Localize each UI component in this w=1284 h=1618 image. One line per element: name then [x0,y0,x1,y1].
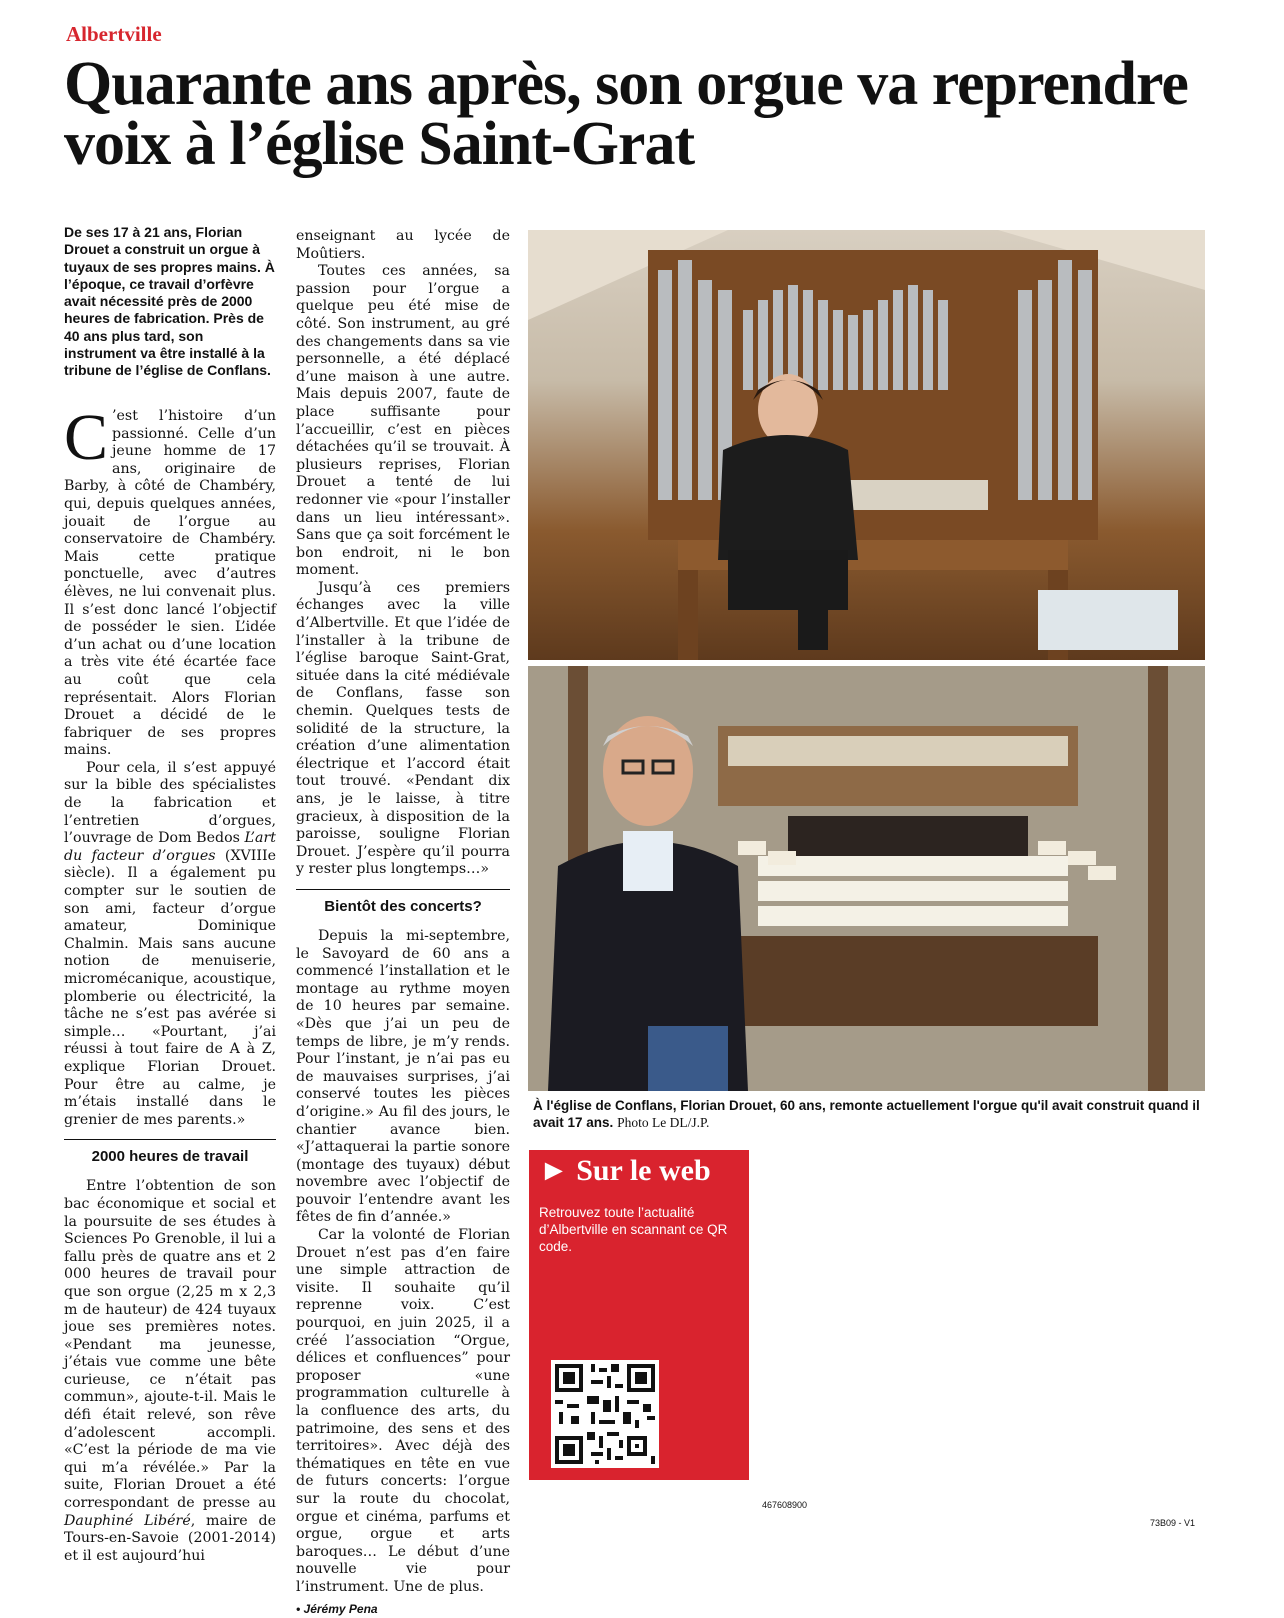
book-title: L’art du facteur d’orgues [64,830,276,864]
article-column-2 [296,228,510,1618]
paragraph: Pour cela, il s’est appuyé sur la bible des spécialistes de la fabrication et l’entretien d’orgues, l’ouvrage de Dom Bedos L’art du facteur d’orgues (XVIIIe siècle). Il a également pu compter sur le soutien de son ami, facteur d’orgue amateur, Dominique Chalmin. Mais sans aucune notion de menuiserie, micromécanique, acoustique, plomberie ou électricité, la tâche ne s’est pas avérée si simple… «Pourtant, j’ai réussi à tout faire de A à Z, explique Florian Drouet. Pour être au calme, je m’étais installé dans le grenier de mes parents.» [64,759,276,1128]
paragraph: Entre l’obtention de son bac économique et social et la poursuite de ses études à Sciences Po Grenoble, il lui a fallu près de quatre ans et 2 000 heures de travail pour que son orgue (2,25 m x 2,3 m de hauteur) de 424 tuyaux joue ses premières notes. «Pendant ma jeunesse, j’étais vue comme une bête curieuse, ce n’était pas commun», ajoute-t-il. Mais le défi était relevé, son rêve d’adolescent accompli. «C’est la période de ma vie qui m’a révélée.» Par la suite, Florian Drouet a été correspondant de presse au Dauphiné Libéré, maire de Tours-en-Savoie (2001-2014) et il est aujourd’hui [64,1178,276,1564]
intertitle: 2000 heures de travail [64,1139,276,1166]
photo-organ-console [528,666,1205,1091]
paragraph: Car la volonté de Florian Drouet n’est pas d’en faire une simple attraction de visite. Il souhaite qu’il reprenne voix. C’est pourquoi, en juin 2025, il a créé l’association “Orgue, délices et confluences” pour proposer «une programmation culturelle à la confluence des arts, du patrimoine, des sens et des territoires». Avec déjà des thématiques en tête en vue de futurs concerts: l’orgue sur la route du chocolat, orgue et cinéma, parfums et orgue, orgue et arts baroques… Le début d’une nouvelle vie pour l’instrument. Une de plus. [296,1227,510,1595]
photo-caption: À l'église de Conflans, Florian Drouet, 60 ans, remonte actuellement l'orgue qu'il avait construit quand il avait 17 ans. Photo Le DL/J.P. [533,1098,1200,1130]
paragraph: Toutes ces années, sa passion pour l’orgue a quelque peu été mise de côté. Son instrument, au gré des changements dans sa vie personnelle, a été déplacé d’une maison à une autre. Mais depuis 2007, faute de place suffisante pour l’accueillir, c’est en pièces détachées qu’il se trouvait. À plusieurs reprises, Florian Drouet a tenté de lui redonner vie «pour l’installer dans un lieu intéressant». Sans que ça soit forcément le bon endroit, ni le bon moment. [296,263,510,579]
paragraph: Jusqu’à ces premiers échanges avec la ville d’Albertville. Et que l’idée de l’installer à la tribune de l’église baroque Saint-Grat, située dans la cité médiévale de Conflans, fasse son chemin. Quelques tests de solidité de la structure, la création d’une alimentation électrique et l’accord était tout trouvé. «Pendant dix ans, je le laisse, à titre gracieux, à disposition de la paroisse, souligne Florian Drouet. J’espère qu’il pourra y rester plus longtemps…» [296,579,510,878]
article-column-1 [64,401,276,1565]
drop-cap: C [64,401,109,474]
headline: Quarante ans après, son orgue va reprendre voix à l’église Saint-Grat [64,50,1188,178]
web-promo-text: Retrouvez toute l’actualité d’Albertville en scannant ce QR code. [539,1205,728,1254]
chapo: De ses 17 à 21 ans, Florian Drouet a construit un orgue à tuyaux de ses propres mains. À l’époque, ce travail d’orfèvre avait nécessité près de 2000 heures de fabrication. Près de 40 ans plus tard, son instrument va être installé à la tribune de l’église de Conflans. [64,224,275,379]
web-promo-title: ► Sur le web [539,1154,711,1187]
qr-code-icon[interactable] [551,1360,659,1468]
reference-code: 467608900 [762,1500,808,1510]
intertitle: Bientôt des concerts? [296,889,510,916]
section-kicker: Albertville [66,22,162,46]
page-folio: 73B09 - V1 [1150,1518,1196,1528]
photo-credit: Photo Le DL/J.P. [617,1115,710,1130]
paragraph: Depuis la mi-septembre, le Savoyard de 60 ans a commencé l’installation et le montage au rythme moyen de 10 heures par semaine. «Dès que j’ai un peu de temps de libre, je m’y rends. Pour l’instant, je n’ai pas eu de mauvaises surprises, j’ai conservé toutes les pièces d’origine.» Au fil des jours, le chantier avance bien. «J’attaquerai la partie sonore (montage des tuyaux) début novembre avec l’objectif de pouvoir l’entendre avant les fêtes de fin d’année.» [296,927,510,1226]
author-signature: • Jérémy Pena [296,1601,378,1616]
newspaper-name: Dauphiné Libéré [64,1512,191,1529]
photo-young-organist [528,230,1205,660]
paragraph: C ’est l’histoire d’un passionné. Celle d’un jeune homme de 17 ans, originaire de Barby, à côté de Chambéry, qui, depuis quelques années, jouait de l’orgue au conservatoire de Chambéry. Mais cette pratique ponctuelle, avec d’autres élèves, ne lui convenait plus. Il s’est donc lancé l’objectif de posséder le sien. L’idée d’un achat ou d’une location a très vite été écartée face au coût que cela représentait. Alors Florian Drouet a décidé de le fabriquer de ses propres mains. [64,401,276,759]
paragraph: enseignant au lycée de Moûtiers. [296,228,510,262]
